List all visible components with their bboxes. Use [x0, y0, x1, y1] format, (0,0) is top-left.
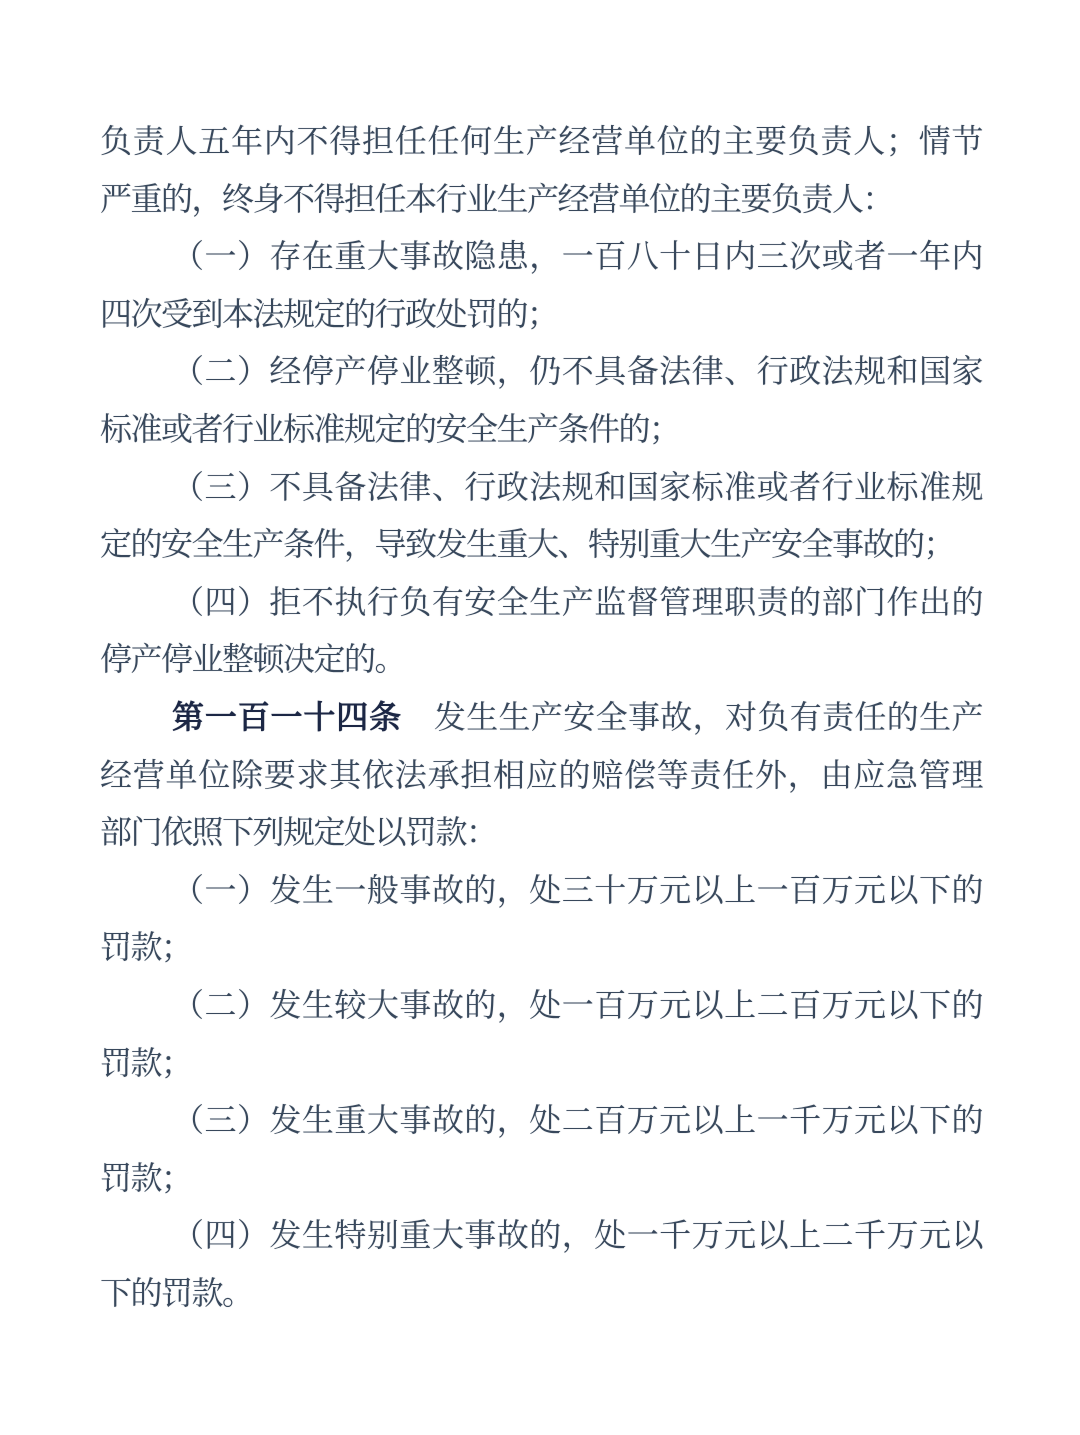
text-line — [100, 459, 982, 517]
line-text: 定的安全生产条件，导致发生重大、特别重大生产安全事故的； — [100, 526, 955, 563]
line-text: 罚款； — [100, 929, 192, 966]
text-line — [100, 689, 982, 747]
text-line — [100, 343, 982, 401]
line-text: （二）发生较大事故的，处一百万元以上二百万元以下的 — [172, 986, 982, 1023]
article-number: 第一百一十四条 — [172, 698, 402, 735]
text-line — [100, 747, 982, 805]
text-line — [100, 1092, 982, 1150]
line-text: 罚款； — [100, 1159, 192, 1196]
text-line — [100, 1035, 982, 1093]
text-line — [100, 862, 982, 920]
line-text: （四）发生特别重大事故的，处一千万元以上二千万元以 — [172, 1217, 982, 1254]
text-line — [100, 919, 982, 977]
line-text: （四）拒不执行负有安全生产监督管理职责的部门作出的 — [172, 583, 982, 620]
text-line — [100, 804, 982, 862]
line-text: （三）不具备法律、行政法规和国家标准或者行业标准规 — [172, 468, 982, 505]
line-text: （一）发生一般事故的，处三十万元以上一百万元以下的 — [172, 871, 982, 908]
line-text: 发生生产安全事故，对负有责任的生产 — [431, 698, 982, 735]
line-text: 罚款； — [100, 1044, 192, 1081]
text-line — [100, 1265, 982, 1323]
line-text: 部门依照下列规定处以罚款： — [100, 814, 497, 851]
line-text: （一）存在重大事故隐患，一百八十日内三次或者一年内 — [172, 238, 982, 275]
text-line — [100, 574, 982, 632]
text-line — [100, 113, 982, 171]
line-text: （二）经停产停业整顿，仍不具备法律、行政法规和国家 — [172, 353, 982, 390]
line-text: 负责人五年内不得担任任何生产经营单位的主要负责人；情节 — [100, 123, 982, 159]
line-text: 停产停业整顿决定的。 — [100, 641, 406, 678]
law-text-block — [100, 113, 982, 1322]
text-line — [100, 631, 982, 689]
text-line — [100, 1207, 982, 1265]
line-text: 经营单位除要求其依法承担相应的赔偿等责任外，由应急管理 — [100, 756, 982, 793]
line-text: 严重的，终身不得担任本行业生产经营单位的主要负责人： — [100, 180, 894, 217]
line-text: 下的罚款。 — [100, 1274, 253, 1311]
text-line — [100, 977, 982, 1035]
text-line — [100, 171, 982, 229]
line-text: （三）发生重大事故的，处二百万元以上一千万元以下的 — [172, 1102, 982, 1139]
text-line — [100, 516, 982, 574]
text-line — [100, 286, 982, 344]
line-text: 标准或者行业标准规定的安全生产条件的； — [100, 410, 680, 447]
line-text: 四次受到本法规定的行政处罚的； — [100, 295, 558, 332]
text-line — [100, 401, 982, 459]
text-line — [100, 228, 982, 286]
text-line — [100, 1150, 982, 1208]
